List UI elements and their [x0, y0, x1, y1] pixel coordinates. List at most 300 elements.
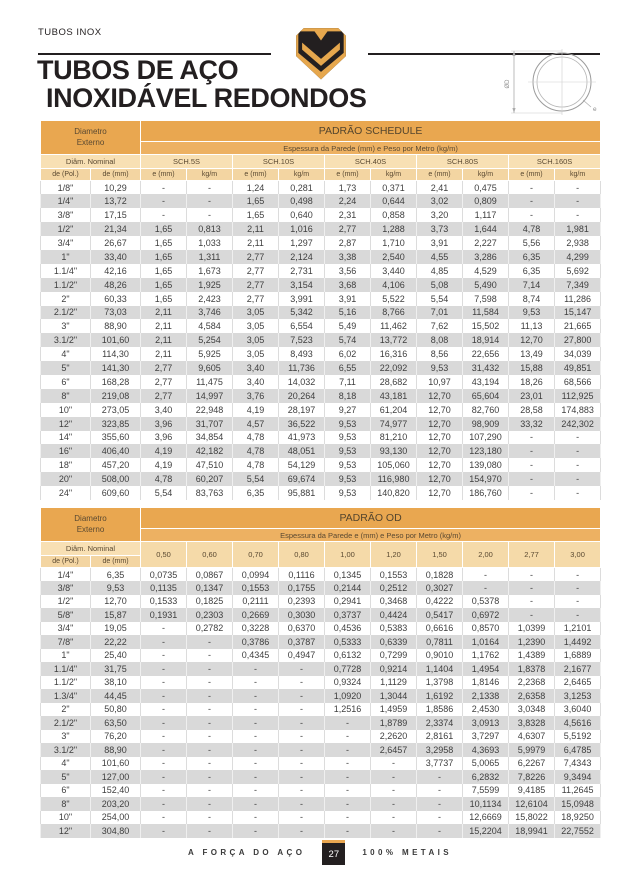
table-cell: 6,4785	[555, 743, 601, 757]
table-cell: -	[187, 703, 233, 717]
table-cell: 1,311	[187, 250, 233, 264]
table-cell: 3,2958	[417, 743, 463, 757]
table-cell: 93,130	[371, 444, 417, 458]
table-cell: 2,11	[233, 236, 279, 250]
table-cell: 127,00	[91, 770, 141, 784]
table-cell: 5,692	[555, 264, 601, 278]
table-cell: 12,70	[417, 431, 463, 445]
table-cell: -	[279, 784, 325, 798]
table-cell: 15,147	[555, 306, 601, 320]
table-cell: 8,766	[371, 306, 417, 320]
table-cell: 3,02	[417, 194, 463, 208]
table-cell: 6,35	[91, 568, 141, 582]
table-cell: 8,74	[509, 292, 555, 306]
table-cell: 7,5599	[463, 784, 509, 798]
table-cell: 5/8"	[41, 608, 91, 622]
table-cell: 8,18	[325, 389, 371, 403]
table-cell: 123,180	[463, 444, 509, 458]
table-cell: 1,65	[141, 264, 187, 278]
table-cell: -	[463, 581, 509, 595]
table-cell: 7,11	[325, 375, 371, 389]
table-row	[41, 662, 601, 676]
table-cell: -	[509, 208, 555, 222]
table-cell: 4,19	[141, 458, 187, 472]
table-cell: 0,0867	[187, 568, 233, 582]
table-cell: -	[187, 208, 233, 222]
table-cell: 4,19	[233, 403, 279, 417]
table-cell: 12,70	[417, 486, 463, 500]
table-cell: 5,16	[325, 306, 371, 320]
table-cell: 2,11	[233, 222, 279, 236]
table-cell: 3,56	[325, 264, 371, 278]
table-cell: -	[187, 770, 233, 784]
table-cell: 11,584	[463, 306, 509, 320]
header-row	[41, 121, 601, 142]
table-cell: 4,5616	[555, 716, 601, 730]
table-cell: -	[187, 194, 233, 208]
unit-header: de (Pol.)	[41, 169, 91, 181]
thickness-header: 0,60	[187, 542, 233, 568]
table-cell: 3,68	[325, 278, 371, 292]
table-cell: 0,1116	[279, 568, 325, 582]
table-cell: 1,1129	[371, 676, 417, 690]
corner-line: Diametro	[74, 126, 107, 136]
table-cell: 76,20	[91, 730, 141, 744]
corner-line: Externo	[76, 137, 105, 147]
table-cell: 0,7811	[417, 635, 463, 649]
table-cell: 95,881	[279, 486, 325, 500]
table-cell: 88,90	[91, 743, 141, 757]
table-cell: 273,05	[91, 403, 141, 417]
table-cell: 1,0164	[463, 635, 509, 649]
table-cell: -	[233, 703, 279, 717]
table-cell: 5,54	[417, 292, 463, 306]
table-cell: 13,72	[91, 194, 141, 208]
table-cell: 50,80	[91, 703, 141, 717]
table-cell: -	[509, 181, 555, 195]
table-row	[41, 622, 601, 636]
table-row	[41, 333, 601, 347]
table-cell: 2,6465	[555, 676, 601, 690]
table-cell: 9,4185	[509, 784, 555, 798]
table-cell: 0,3468	[371, 595, 417, 609]
table-cell: 4,106	[371, 278, 417, 292]
table-cell: 0,2393	[279, 595, 325, 609]
table-cell: 1,297	[279, 236, 325, 250]
table-cell: 2,1677	[555, 662, 601, 676]
table-cell: 0,6616	[417, 622, 463, 636]
table-cell: 0,3787	[279, 635, 325, 649]
table-cell: 15,87	[91, 608, 141, 622]
table-cell: 139,080	[463, 458, 509, 472]
table-cell: 4,78	[233, 458, 279, 472]
table-row	[41, 278, 601, 292]
table-cell: 9,27	[325, 403, 371, 417]
table-cell: 2,11	[141, 319, 187, 333]
table-cell: 508,00	[91, 472, 141, 486]
table-cell: 0,1825	[187, 595, 233, 609]
table-cell: 42,16	[91, 264, 141, 278]
table-cell: 0,5383	[371, 622, 417, 636]
table-cell: 3,0913	[463, 716, 509, 730]
table-cell: -	[141, 622, 187, 636]
table-cell: 3,440	[371, 264, 417, 278]
table-row	[41, 743, 601, 757]
table-cell: 1,644	[463, 222, 509, 236]
table-cell: 1.1/2"	[41, 676, 91, 690]
table-cell: -	[555, 595, 601, 609]
table-cell: 4,19	[141, 444, 187, 458]
table-cell: 3,154	[279, 278, 325, 292]
table-cell: -	[187, 676, 233, 690]
table-row	[41, 703, 601, 717]
table-cell: 28,197	[279, 403, 325, 417]
table-cell: 4,78	[509, 222, 555, 236]
corner-line: Diametro	[74, 513, 107, 523]
table-cell: 12,70	[417, 444, 463, 458]
table-cell: 22,948	[187, 403, 233, 417]
unit-header: kg/m	[279, 169, 325, 181]
table-cell: -	[417, 784, 463, 798]
table-cell: -	[141, 770, 187, 784]
table-cell: 141,30	[91, 361, 141, 375]
table-cell: -	[279, 676, 325, 690]
table-cell: 4,57	[233, 417, 279, 431]
table-cell: -	[325, 770, 371, 784]
table-cell: 2,6457	[371, 743, 417, 757]
table-cell: -	[141, 181, 187, 195]
table-cell: 2,24	[325, 194, 371, 208]
thickness-header: 2,00	[463, 542, 509, 568]
table-cell: -	[555, 444, 601, 458]
table-cell: 10,97	[417, 375, 463, 389]
table-row	[41, 568, 601, 582]
table-cell: 3,20	[417, 208, 463, 222]
table-cell: 25,40	[91, 649, 141, 663]
table-cell: -	[555, 208, 601, 222]
table-cell: 18,9250	[555, 811, 601, 825]
table-cell: -	[141, 824, 187, 838]
table-cell: -	[187, 662, 233, 676]
table-row	[41, 716, 601, 730]
table-cell: 5,49	[325, 319, 371, 333]
table-cell: 13,49	[509, 347, 555, 361]
table-cell: 0,3228	[233, 622, 279, 636]
table-cell: 15,8022	[509, 811, 555, 825]
table-cell: 22,656	[463, 347, 509, 361]
table-cell: 1,1762	[463, 649, 509, 663]
table-cell: 31,432	[463, 361, 509, 375]
table-cell: -	[555, 431, 601, 445]
table-cell: -	[509, 472, 555, 486]
footer-slogan-left: A FORÇA DO AÇO	[187, 848, 306, 857]
table-cell: 15,0948	[555, 797, 601, 811]
table-cell: 42,182	[187, 444, 233, 458]
table-cell: -	[141, 635, 187, 649]
table-cell: -	[187, 824, 233, 838]
table-cell: -	[509, 608, 555, 622]
table-cell: 1,0399	[509, 622, 555, 636]
table-cell: 3,96	[141, 431, 187, 445]
table-cell: 3,286	[463, 250, 509, 264]
table-cell: 36,522	[279, 417, 325, 431]
table-cell: 0,9010	[417, 649, 463, 663]
thickness-header: 1,50	[417, 542, 463, 568]
thickness-header: 3,00	[555, 542, 601, 568]
table-cell: -	[325, 743, 371, 757]
table-cell: 1,65	[233, 194, 279, 208]
table-cell: 1,3798	[417, 676, 463, 690]
table-cell: 0,4345	[233, 649, 279, 663]
table-cell: 1,4389	[509, 649, 555, 663]
table-cell: -	[141, 757, 187, 771]
table-cell: 14"	[41, 431, 91, 445]
table-cell: 3/8"	[41, 581, 91, 595]
table-cell: -	[233, 757, 279, 771]
table-cell: 1,65	[233, 208, 279, 222]
table-cell: 1,4492	[555, 635, 601, 649]
table-cell: 14,997	[187, 389, 233, 403]
table-row	[41, 306, 601, 320]
table-cell: 3"	[41, 730, 91, 744]
table-cell: 28,682	[371, 375, 417, 389]
table-cell: 114,30	[91, 347, 141, 361]
table-cell: 5,54	[233, 472, 279, 486]
table-cell: -	[555, 472, 601, 486]
table-cell: 3,91	[325, 292, 371, 306]
table-cell: 0,3030	[279, 608, 325, 622]
table-cell: 101,60	[91, 757, 141, 771]
table-cell: -	[417, 770, 463, 784]
table-cell: 0,1828	[417, 568, 463, 582]
table-cell: 11,736	[279, 361, 325, 375]
table-row	[41, 375, 601, 389]
table-cell: 0,5333	[325, 635, 371, 649]
corner-header	[41, 121, 141, 155]
table-cell: 1"	[41, 649, 91, 663]
group-header: SCH.80S	[417, 155, 509, 169]
table-cell: 15,502	[463, 319, 509, 333]
table-cell: -	[187, 757, 233, 771]
table-cell: -	[187, 730, 233, 744]
table-cell: 1.1/4"	[41, 662, 91, 676]
table-row	[41, 208, 601, 222]
table-cell: 3,1253	[555, 689, 601, 703]
table-cell: 9,53	[325, 458, 371, 472]
table-cell: 2,87	[325, 236, 371, 250]
table-cell: 28,58	[509, 403, 555, 417]
table-cell: 33,32	[509, 417, 555, 431]
table-cell: 2,731	[279, 264, 325, 278]
table-cell: 2.1/2"	[41, 716, 91, 730]
table-cell: -	[187, 689, 233, 703]
table-cell: -	[371, 770, 417, 784]
table-cell: 6"	[41, 375, 91, 389]
table-cell: 3,6040	[555, 703, 601, 717]
table-cell: 3,91	[417, 236, 463, 250]
table-cell: 15,2204	[463, 824, 509, 838]
table-cell: 3.1/2"	[41, 743, 91, 757]
table-cell: 5,9979	[509, 743, 555, 757]
table-cell: 1,288	[371, 222, 417, 236]
table-cell: 48,051	[279, 444, 325, 458]
table-cell: -	[141, 730, 187, 744]
table-cell: 105,060	[371, 458, 417, 472]
table-cell: -	[463, 568, 509, 582]
table-cell: 304,80	[91, 824, 141, 838]
table-cell: 6,35	[509, 250, 555, 264]
table-cell: 1,033	[187, 236, 233, 250]
table-cell: 1.1/4"	[41, 264, 91, 278]
table-cell: -	[233, 716, 279, 730]
table-cell: 1,4959	[371, 703, 417, 717]
table-cell: 2,938	[555, 236, 601, 250]
table-cell: -	[233, 662, 279, 676]
table-cell: 11,2645	[555, 784, 601, 798]
nominal-header: Diâm. Nominal	[41, 542, 141, 556]
table-cell: 18,9941	[509, 824, 555, 838]
table-cell: 33,40	[91, 250, 141, 264]
table-cell: 9,53	[417, 361, 463, 375]
table-cell: 8,08	[417, 333, 463, 347]
table-cell: -	[417, 811, 463, 825]
table-cell: 5,342	[279, 306, 325, 320]
table-cell: 5,54	[141, 486, 187, 500]
table-cell: 48,26	[91, 278, 141, 292]
table-cell: 54,129	[279, 458, 325, 472]
table-cell: -	[509, 581, 555, 595]
table-cell: 168,28	[91, 375, 141, 389]
table-cell: 254,00	[91, 811, 141, 825]
table-cell: -	[325, 824, 371, 838]
table-cell: 2.1/2"	[41, 306, 91, 320]
table-cell: -	[279, 703, 325, 717]
table-cell: -	[555, 581, 601, 595]
table-cell: 0,809	[463, 194, 509, 208]
table-cell: -	[187, 181, 233, 195]
table-cell: 2,77	[233, 250, 279, 264]
table-cell: 242,302	[555, 417, 601, 431]
table-cell: 0,7299	[371, 649, 417, 663]
table-cell: 2,8161	[417, 730, 463, 744]
table-cell: 65,604	[463, 389, 509, 403]
table-cell: 2,423	[187, 292, 233, 306]
table-cell: 7,14	[509, 278, 555, 292]
table-cell: 3,40	[233, 361, 279, 375]
table-cell: 1,2390	[509, 635, 555, 649]
table-cell: 0,1347	[187, 581, 233, 595]
table-cell: 7,349	[555, 278, 601, 292]
table-cell: 2,124	[279, 250, 325, 264]
table-cell: 0,3737	[325, 608, 371, 622]
table-cell: -	[325, 730, 371, 744]
table-cell: 9,53	[509, 306, 555, 320]
table-cell: -	[279, 824, 325, 838]
table-cell: 11,475	[187, 375, 233, 389]
table-cell: 609,60	[91, 486, 141, 500]
table-cell: -	[187, 635, 233, 649]
table-cell: 4,85	[417, 264, 463, 278]
table-cell: 0,371	[371, 181, 417, 195]
table-cell: 6,02	[325, 347, 371, 361]
table-cell: 11,462	[371, 319, 417, 333]
table-cell: 1,016	[279, 222, 325, 236]
table-cell: 1/4"	[41, 568, 91, 582]
table-row	[41, 181, 601, 195]
thickness-header: 1,20	[371, 542, 417, 568]
table-row	[41, 595, 601, 609]
table-cell: 23,01	[509, 389, 555, 403]
page-title	[37, 56, 366, 113]
table-row	[41, 770, 601, 784]
unit-header: kg/m	[555, 169, 601, 181]
table-cell: 0,1533	[141, 595, 187, 609]
table-cell: 174,883	[555, 403, 601, 417]
table-cell: -	[233, 784, 279, 798]
table-cell: -	[141, 784, 187, 798]
table-cell: 203,20	[91, 797, 141, 811]
table-cell: 0,1345	[325, 568, 371, 582]
table-cell: 12,6669	[463, 811, 509, 825]
table-cell: 5,0065	[463, 757, 509, 771]
table-cell: 1,2516	[325, 703, 371, 717]
table-cell: -	[279, 689, 325, 703]
table-cell: 3,05	[233, 333, 279, 347]
table-cell: 1,65	[141, 292, 187, 306]
table-cell: 1,2101	[555, 622, 601, 636]
table-row	[41, 417, 601, 431]
table-cell: 3,7737	[417, 757, 463, 771]
table-cell: 88,90	[91, 319, 141, 333]
table-title: PADRÃO OD	[141, 508, 601, 529]
table-cell: 43,194	[463, 375, 509, 389]
table-cell: 6,554	[279, 319, 325, 333]
table-cell: 5,74	[325, 333, 371, 347]
table-cell: 0,3786	[233, 635, 279, 649]
table-cell: 0,2941	[325, 595, 371, 609]
table-cell: -	[141, 689, 187, 703]
table-cell: 0,2144	[325, 581, 371, 595]
table-row	[41, 347, 601, 361]
table-cell: 3,73	[417, 222, 463, 236]
nominal-header: Diâm. Nominal	[41, 155, 141, 169]
table-cell: 0,813	[187, 222, 233, 236]
corner-header	[41, 508, 141, 542]
table-cell: 44,45	[91, 689, 141, 703]
table-cell: -	[417, 797, 463, 811]
table-cell: -	[187, 743, 233, 757]
table-row	[41, 472, 601, 486]
table-cell: 3,05	[233, 347, 279, 361]
table-cell: 1,3044	[371, 689, 417, 703]
table-row	[41, 250, 601, 264]
group-header: SCH.40S	[325, 155, 417, 169]
table-cell: 74,977	[371, 417, 417, 431]
table-cell: 17,15	[91, 208, 141, 222]
table-cell: 19,05	[91, 622, 141, 636]
table-cell: 2,227	[463, 236, 509, 250]
table-cell: 5,56	[509, 236, 555, 250]
table-cell: -	[233, 824, 279, 838]
table-cell: 6,35	[233, 486, 279, 500]
table-cell: 3,0348	[509, 703, 555, 717]
table-cell: 2,11	[141, 333, 187, 347]
table-cell: 1,673	[187, 264, 233, 278]
table-cell: -	[279, 770, 325, 784]
table-cell: 7,598	[463, 292, 509, 306]
unit-header: kg/m	[371, 169, 417, 181]
unit-header: e (mm)	[141, 169, 187, 181]
